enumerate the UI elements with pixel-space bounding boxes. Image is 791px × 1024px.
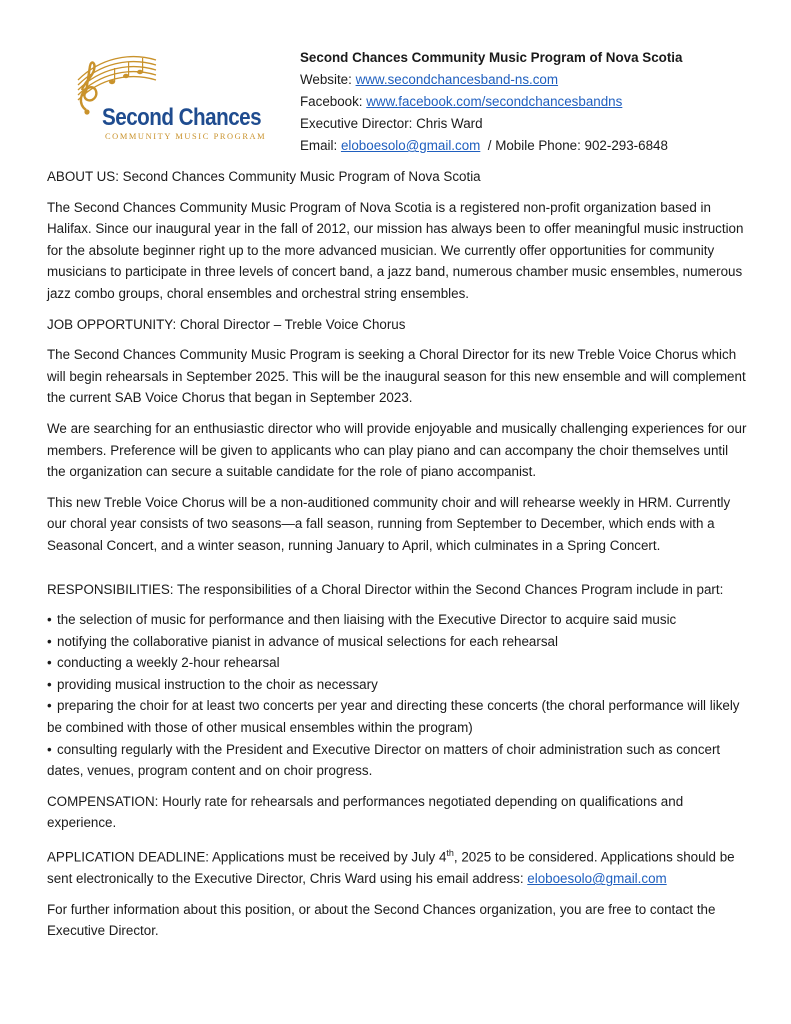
mobile-phone: / Mobile Phone: 902-293-6848 (480, 138, 668, 153)
bullet-icon: • (47, 655, 52, 671)
job-paragraph-2: We are searching for an enthusiastic director who will provide enjoyable and musically challenging experiences for our members. Preference will be given to applicants who can play piano and can accompany the choir themselves until the organization can secure a suitable candidate for the role of piano accompanist. (47, 420, 747, 480)
email-label: Email: (300, 138, 341, 153)
bullet-icon: • (47, 741, 52, 757)
responsibilities-list (47, 609, 747, 782)
bullet-icon: • (47, 633, 52, 649)
job-paragraph-3: This new Treble Voice Chorus will be a non-auditioned community choir and will rehearse weekly in HRM. Currently our choral year consists of two seasons—a fall season, running from September to December, which ends with a Seasonal Concert, and a winter season, running January to April, which culminates in a Spring Concert. (47, 494, 731, 553)
facebook-label: Facebook: (300, 94, 367, 109)
bullet-icon: • (47, 698, 52, 714)
logo-subtitle: COMMUNITY MUSIC PROGRAM (105, 132, 267, 141)
deadline-email-link[interactable]: eloboesolo@gmail.com (527, 871, 667, 887)
job-paragraph-1: The Second Chances Community Music Program is seeking a Choral Director for its new Treble Voice Chorus which will begin rehearsals in September 2025. This will be the inaugural season for this new ensemble and will complement the current SAB Voice Chorus that began in September 2023. (47, 347, 746, 406)
website-link[interactable]: www.secondchancesband-ns.com (355, 72, 559, 87)
logo-title: Second Chances (102, 104, 262, 131)
list-item: • notifying the collaborative pianist in advance of musical selections for each rehearsal (47, 631, 747, 653)
bullet-icon: • (47, 676, 52, 692)
about-heading: ABOUT US: Second Chances Community Music Program of Nova Scotia (47, 169, 481, 184)
list-item: • preparing the choir for at least two concerts per year and directing these concerts (the choral performance will likely be combined with those of other musical ensembles within the program) (47, 695, 747, 738)
responsibilities-heading: RESPONSIBILITIES: The responsibilities of a Choral Director within the Second Chances Program include in part: (47, 581, 724, 597)
further-info-paragraph: For further information about this position, or about the Second Chances organization, you are free to contact the Executive Director. (47, 901, 716, 939)
list-item: • providing musical instruction to the choir as necessary (47, 674, 747, 696)
organization-name: Second Chances Community Music Program of Nova Scotia (300, 50, 683, 65)
list-item: • conducting a weekly 2-hour rehearsal (47, 652, 747, 674)
executive-director-line: Executive Director: Chris Ward (300, 116, 483, 131)
email-phone-line (300, 135, 770, 157)
application-deadline-paragraph: APPLICATION DEADLINE: Applications must be received by July 4th, 2025 to be considered. Applications should be sent electronically to the Executive Director, Chris Ward using his email address: eloboesolo@gmail.com (47, 848, 735, 887)
compensation-paragraph: COMPENSATION: Hourly rate for rehearsals and performances negotiated depending on qualifications and experience. (47, 793, 684, 831)
website-line (300, 69, 770, 91)
list-item: • consulting regularly with the President and Executive Director on matters of choir administration such as concert dates, venues, program content and on choir progress. (47, 739, 747, 782)
facebook-line (300, 91, 770, 113)
about-paragraph: The Second Chances Community Music Program of Nova Scotia is a registered non-profit organization based in Halifax. Since our inaugural year in the fall of 2012, our mission has always been to offer meaningful music instruction for the absolute beginner right up to the more advanced musician. We currently offer opportunities for community musicians to participate in three levels of concert band, a jazz band, numerous chamber music ensembles, numerous jazz combo groups, choral ensembles and orchestral string ensembles. (47, 199, 744, 301)
job-heading: JOB OPPORTUNITY: Choral Director – Treble Voice Chorus (47, 316, 406, 332)
second-chances-logo (60, 52, 280, 147)
facebook-link[interactable]: www.facebook.com/secondchancesbandns (366, 94, 623, 109)
list-item: • the selection of music for performance and then liaising with the Executive Director to acquire said music (47, 609, 747, 631)
email-link[interactable]: eloboesolo@gmail.com (340, 138, 481, 153)
main-content (47, 166, 747, 951)
website-label: Website: (300, 72, 356, 87)
bullet-icon: • (47, 612, 52, 628)
header-contact-info (300, 47, 770, 157)
